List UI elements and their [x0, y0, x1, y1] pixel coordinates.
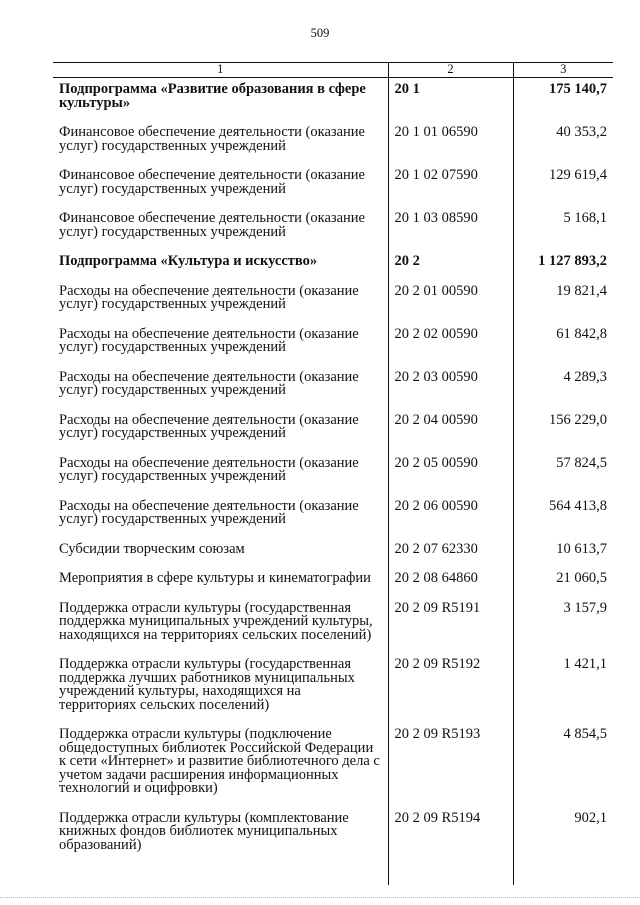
row-name: Поддержка отрасли культуры (государственная поддержка лучших работников муниципальных учреждений культуры, находящихся на территориях сельских поселений): [59, 656, 355, 713]
row-name: Финансовое обеспечение деятельности (оказание услуг) государственных учреждений: [59, 167, 365, 197]
row-code: 20 2 08 64860: [388, 567, 513, 597]
row-name: Финансовое обеспечение деятельности (оказание услуг) государственных учреждений: [59, 124, 365, 154]
row-amount: 4 854,5: [513, 723, 613, 807]
row-name: Подпрограмма «Культура и искусство»: [59, 253, 318, 269]
header-col-1: 1: [53, 63, 388, 78]
row-amount: 1 421,1: [513, 653, 613, 723]
table-row: [53, 121, 613, 164]
row-name: Финансовое обеспечение деятельности (оказание услуг) государственных учреждений: [59, 210, 365, 240]
table-row: [53, 495, 613, 538]
row-code: 20 2 01 00590: [388, 280, 513, 323]
table-row: [53, 323, 613, 366]
row-code: 20 2 04 00590: [388, 409, 513, 452]
row-amount: 5 168,1: [513, 207, 613, 250]
row-name: Поддержка отрасли культуры (комплектование книжных фондов библиотек муниципальных образований): [59, 809, 349, 853]
table-body: [53, 78, 613, 886]
row-code: 20 1 01 06590: [388, 121, 513, 164]
row-amount: 61 842,8: [513, 323, 613, 366]
filler-cell: [388, 863, 513, 885]
row-code: 20 2 09 R5191: [388, 597, 513, 654]
table-row: [53, 567, 613, 597]
table-row: [53, 250, 613, 280]
row-amount: 4 289,3: [513, 366, 613, 409]
row-amount: 10 613,7: [513, 538, 613, 568]
row-code: 20 2 03 00590: [388, 366, 513, 409]
row-code: 20 2 09 R5194: [388, 807, 513, 864]
header-col-2: 2: [388, 63, 513, 78]
row-amount: 156 229,0: [513, 409, 613, 452]
scan-edge: [0, 897, 640, 900]
row-name: Поддержка отрасли культуры (подключение общедоступных библиотек Российской Федерации к сети «Интернет» и развитие библиотечного дела с учетом задачи расширения информационных технологий и оцифровки): [59, 726, 380, 796]
table-filler-row: [53, 863, 613, 885]
table-row: [53, 653, 613, 723]
row-amount: 902,1: [513, 807, 613, 864]
row-amount: 40 353,2: [513, 121, 613, 164]
row-name: Поддержка отрасли культуры (государственная поддержка муниципальных учреждений культуры, находящихся на территориях сельских поселений): [59, 599, 373, 643]
table-row: [53, 164, 613, 207]
header-col-3: 3: [513, 63, 613, 78]
row-amount: 3 157,9: [513, 597, 613, 654]
row-amount: 1 127 893,2: [513, 250, 613, 280]
row-name: Расходы на обеспечение деятельности (оказание услуг) государственных учреждений: [59, 368, 359, 398]
row-code: 20 1 02 07590: [388, 164, 513, 207]
table-row: [53, 207, 613, 250]
row-code: 20 2 09 R5193: [388, 723, 513, 807]
row-code: 20 2 05 00590: [388, 452, 513, 495]
row-name: Субсидии творческим союзам: [59, 540, 245, 557]
table-row: [53, 409, 613, 452]
table-row: [53, 807, 613, 864]
row-amount: 21 060,5: [513, 567, 613, 597]
table-row: [53, 78, 613, 122]
row-code: 20 2 09 R5192: [388, 653, 513, 723]
row-name: Расходы на обеспечение деятельности (оказание услуг) государственных учреждений: [59, 454, 359, 484]
row-code: 20 2 06 00590: [388, 495, 513, 538]
row-name: Мероприятия в сфере культуры и кинематографии: [59, 570, 371, 586]
row-name: Расходы на обеспечение деятельности (оказание услуг) государственных учреждений: [59, 497, 359, 527]
row-name: Расходы на обеспечение деятельности (оказание услуг) государственных учреждений: [59, 325, 359, 355]
table-row: [53, 597, 613, 654]
row-amount: 129 619,4: [513, 164, 613, 207]
budget-table: [53, 62, 613, 885]
table-row: [53, 723, 613, 807]
table-row: [53, 366, 613, 409]
table-row: [53, 452, 613, 495]
row-name: Подпрограмма «Развитие образования в сфере культуры»: [59, 81, 366, 111]
header-row: [53, 63, 613, 78]
row-name: Расходы на обеспечение деятельности (оказание услуг) государственных учреждений: [59, 411, 359, 441]
row-code: 20 2: [388, 250, 513, 280]
filler-cell: [513, 863, 613, 885]
row-amount: 175 140,7: [513, 78, 613, 122]
row-amount: 19 821,4: [513, 280, 613, 323]
table-row: [53, 538, 613, 568]
row-code: 20 2 07 62330: [388, 538, 513, 568]
row-amount: 57 824,5: [513, 452, 613, 495]
filler-cell: [53, 863, 388, 885]
table-row: [53, 280, 613, 323]
row-amount: 564 413,8: [513, 495, 613, 538]
row-code: 20 1 03 08590: [388, 207, 513, 250]
row-name: Расходы на обеспечение деятельности (оказание услуг) государственных учреждений: [59, 282, 359, 312]
row-code: 20 2 02 00590: [388, 323, 513, 366]
page-number: 509: [310, 26, 330, 40]
row-code: 20 1: [388, 78, 513, 122]
